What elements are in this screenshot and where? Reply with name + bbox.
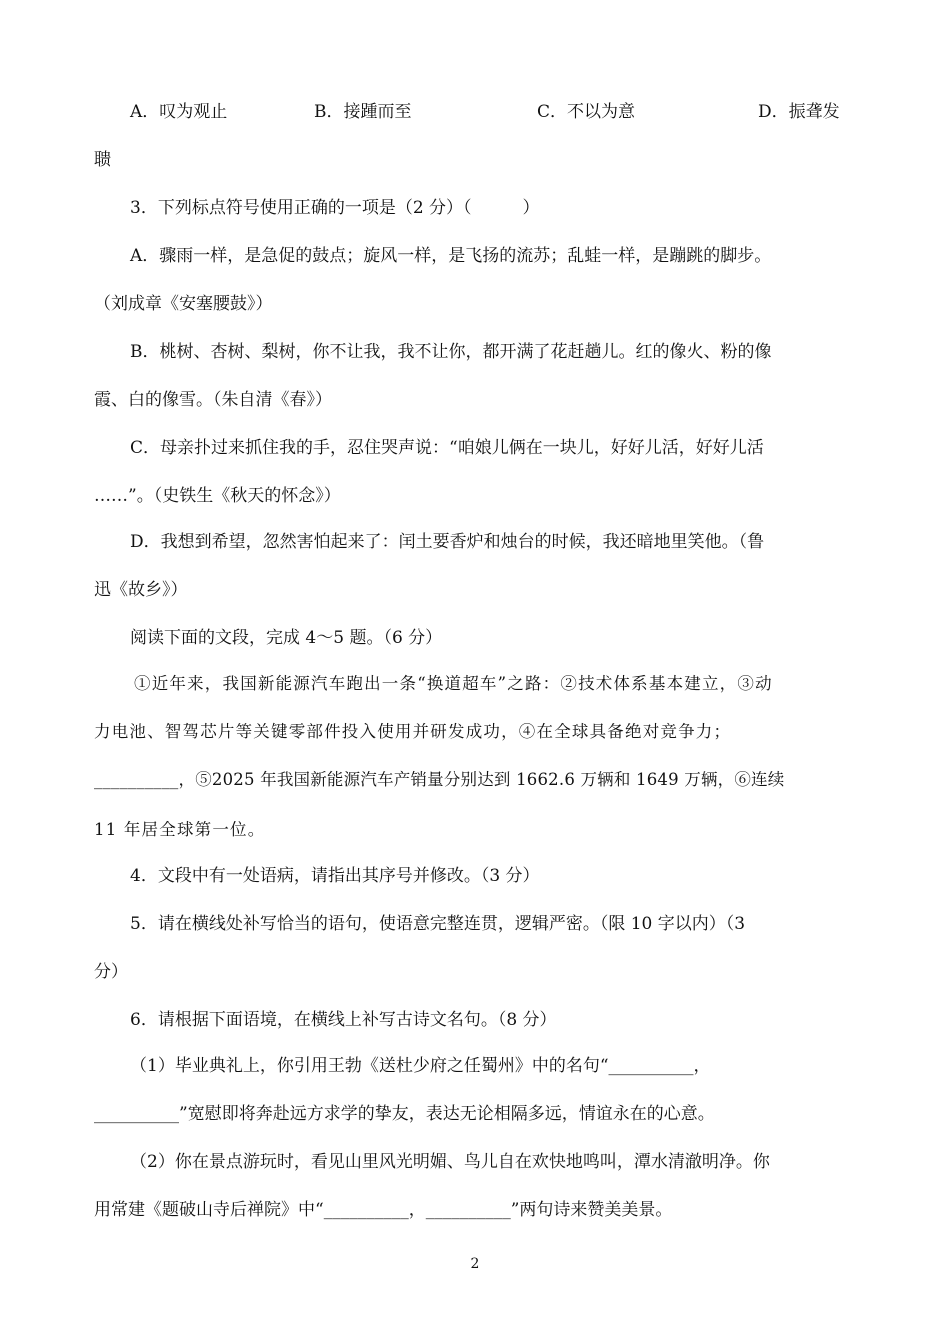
q6-sub2-line1: （2）你在景点游玩时，看见山里风光明媚、鸟儿自在欢快地鸣叫，潭水清澈明净。你 xyxy=(130,1152,770,1172)
q3-option-b-line1: B．桃树、杏树、梨树，你不让我，我不让你，都开满了花赶趟儿。红的像火、粉的像 xyxy=(130,342,772,362)
q2-option-d-cont: 聩 xyxy=(94,150,111,170)
q2-option-b: B．接踵而至 xyxy=(314,102,412,122)
q4-stem: 4．文段中有一处语病，请指出其序号并修改。（3 分） xyxy=(130,866,540,886)
q3-option-d-line2: 迅《故乡》） xyxy=(94,580,188,600)
q6-sub1-line2: __________”宽慰即将奔赴远方求学的挚友，表达无论相隔多远，情谊永在的心意。 xyxy=(94,1104,715,1124)
q2-option-a: A．叹为观止 xyxy=(130,102,228,122)
q6-sub2-line2: 用常建《题破山寺后禅院》中“__________，__________”两句诗来赞美美景。 xyxy=(94,1200,673,1220)
q2-option-c: C．不以为意 xyxy=(537,102,636,122)
q3-option-c-line1: C．母亲扑过来抓住我的手，忍住哭声说：“咱娘儿俩在一块儿，好好儿活，好好儿活 xyxy=(130,438,764,458)
passage-line-1: ①近年来，我国新能源汽车跑出一条“换道超车”之路：②技术体系基本建立，③动 xyxy=(134,674,773,693)
q2-option-d: D．振聋发 xyxy=(758,102,840,122)
q3-option-a-line2: （刘成章《安塞腰鼓》） xyxy=(94,294,273,314)
q3-stem: 3．下列标点符号使用正确的一项是（2 分）（ ） xyxy=(130,198,540,218)
q3-option-a-line1: A．骤雨一样，是急促的鼓点；旋风一样，是飞扬的流苏；乱蛙一样，是蹦跳的脚步。 xyxy=(130,246,772,266)
q3-option-d-line1: D．我想到希望，忽然害怕起来了：闰土要香炉和烛台的时候，我还暗地里笑他。（鲁 xyxy=(130,532,765,552)
passage-line-4: 11 年居全球第一位。 xyxy=(94,820,266,839)
q3-option-b-line2: 霞、白的像雪。（朱自清《春》） xyxy=(94,390,332,410)
reading-intro: 阅读下面的文段，完成 4～5 题。（6 分） xyxy=(130,628,443,648)
q5-line-2: 分） xyxy=(94,962,128,982)
page-number: 2 xyxy=(470,1256,480,1272)
q5-line-1: 5．请在横线处补写恰当的语句，使语意完整连贯，逻辑严密。（限 10 字以内）（3 xyxy=(130,914,746,934)
passage-line-2: 力电池、智驾芯片等关键零部件投入使用并研发成功，④在全球具备绝对竞争力； xyxy=(94,722,732,741)
q3-option-c-line2: ……”。（史铁生《秋天的怀念》） xyxy=(94,486,341,506)
q6-sub1-line1: （1）毕业典礼上，你引用王勃《送杜少府之任蜀州》中的名句“__________， xyxy=(130,1056,711,1076)
q6-stem: 6．请根据下面语境，在横线上补写古诗文名句。（8 分） xyxy=(130,1010,557,1030)
passage-line-3: __________，⑤2025 年我国新能源汽车产销量分别达到 1662.6 万辆和 1649 万辆，⑥连续 xyxy=(94,770,785,789)
